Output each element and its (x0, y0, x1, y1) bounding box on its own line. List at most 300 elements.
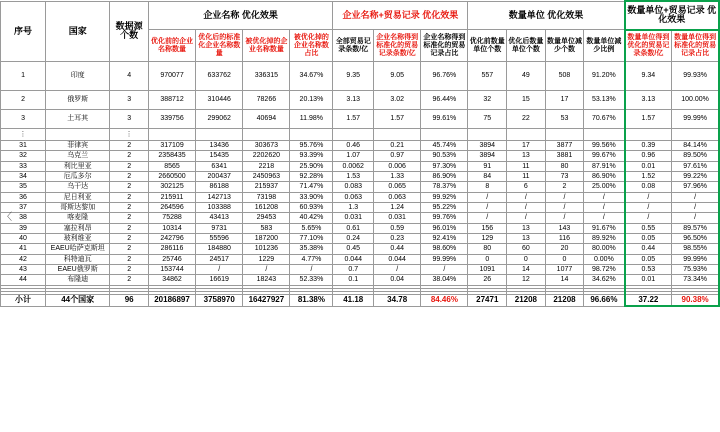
subheader-3: 被优化掉的企业名称数占比 (290, 30, 333, 62)
ellipsis-cell (46, 129, 110, 141)
cell-c7: 95.22% (421, 203, 468, 213)
subheader-8: 优化后数量单位个数 (507, 30, 546, 62)
cell-c2: 184880 (196, 244, 243, 254)
cell-c8: 26 (468, 275, 507, 285)
cell-seq: 33 (1, 161, 46, 171)
cell-c8: 75 (468, 110, 507, 129)
cell-c3: 2218 (243, 161, 290, 171)
cell-c8: 8 (468, 182, 507, 192)
cell-c8: 0 (468, 254, 507, 264)
cell-c12: 0.05 (625, 254, 672, 264)
cell-c3: 336315 (243, 62, 290, 91)
cell-c8: 80 (468, 244, 507, 254)
cell-c4: 77.10% (290, 234, 333, 244)
cell-c13: 97.96% (672, 182, 719, 192)
cell-c12: / (625, 213, 672, 223)
cell-c4: 11.98% (290, 110, 333, 129)
ellipsis-cell (333, 129, 374, 141)
cell-c12: 9.34 (625, 62, 672, 91)
total-c12: 37.22 (625, 294, 672, 306)
cell-c2: 24517 (196, 254, 243, 264)
cell-src: 3 (110, 91, 149, 110)
cell-c10: 116 (545, 234, 584, 244)
table-row (1, 151, 720, 161)
cell-c5: 0.044 (333, 254, 374, 264)
cell-c5: 1.07 (333, 151, 374, 161)
table-row (1, 265, 720, 275)
total-c8: 27471 (468, 294, 507, 306)
total-c5: 41.18 (333, 294, 374, 306)
cell-c2: 310446 (196, 91, 243, 110)
cell-c11: 53.13% (584, 91, 625, 110)
cell-c1: 10314 (148, 223, 195, 233)
total-c13: 90.38% (672, 294, 719, 306)
cell-c5: 3.13 (333, 91, 374, 110)
total-c3: 16427927 (243, 294, 290, 306)
cell-c10: 3877 (545, 141, 584, 151)
cell-c5: 0.7 (333, 265, 374, 275)
cell-c11: 91.20% (584, 62, 625, 91)
cell-c6: 0.04 (374, 275, 421, 285)
total-c4: 81.38% (290, 294, 333, 306)
cell-c10: 0 (545, 254, 584, 264)
cell-c6: 0.065 (374, 182, 421, 192)
cell-c1: 25746 (148, 254, 195, 264)
total-c1: 20186897 (148, 294, 195, 306)
cell-c9: 13 (507, 151, 546, 161)
cell-c11: 0.00% (584, 254, 625, 264)
cell-c7: 99.61% (421, 110, 468, 129)
cell-seq: 43 (1, 265, 46, 275)
cell-c9: 22 (507, 110, 546, 129)
cell-c12: / (625, 192, 672, 202)
cell-c10: 20 (545, 244, 584, 254)
cell-c6: 1.57 (374, 110, 421, 129)
cell-c5: 0.24 (333, 234, 374, 244)
cell-src: 2 (110, 254, 149, 264)
ellipsis-cell (468, 129, 507, 141)
cell-c6: 0.21 (374, 141, 421, 151)
cell-c4: 95.76% (290, 141, 333, 151)
cell-c8: 557 (468, 62, 507, 91)
cell-seq: 31 (1, 141, 46, 151)
cell-c4: 4.77% (290, 254, 333, 264)
subheader-10: 数量单位减少比例 (584, 30, 625, 62)
cell-c7: 45.74% (421, 141, 468, 151)
cell-c9: 0 (507, 254, 546, 264)
cell-country: 乌干达 (46, 182, 110, 192)
cell-c8: 156 (468, 223, 507, 233)
cell-c11: 25.00% (584, 182, 625, 192)
cell-src: 2 (110, 203, 149, 213)
cell-c5: 0.083 (333, 182, 374, 192)
cell-c8: 1091 (468, 265, 507, 275)
cell-src: 2 (110, 234, 149, 244)
cell-c11: 89.92% (584, 234, 625, 244)
cell-c13: 99.99% (672, 110, 719, 129)
subheader-4: 全部贸易记录条数/亿 (333, 30, 374, 62)
total-country: 44个国家 (46, 294, 110, 306)
table-row (1, 223, 720, 233)
subheader-11: 数量单位得到优化的贸易记录条数/亿 (625, 30, 672, 62)
cell-src: 2 (110, 161, 149, 171)
subheader-1: 优化后的标准化企业名称数量 (196, 30, 243, 62)
cell-src: 2 (110, 151, 149, 161)
cell-c10: 3881 (545, 151, 584, 161)
cell-c9: 49 (507, 62, 546, 91)
cell-c4: 40.42% (290, 213, 333, 223)
cell-c1: 75288 (148, 213, 195, 223)
ellipsis-cell (243, 129, 290, 141)
cell-c6: 0.031 (374, 213, 421, 223)
cell-c11: 87.91% (584, 161, 625, 171)
cell-c10: 508 (545, 62, 584, 91)
cell-c11: / (584, 203, 625, 213)
cell-c9: 6 (507, 182, 546, 192)
cell-c3: 215937 (243, 182, 290, 192)
cell-country: 塞拉利昂 (46, 223, 110, 233)
cell-seq: 40 (1, 234, 46, 244)
cell-src: 2 (110, 141, 149, 151)
cell-c2: 6341 (196, 161, 243, 171)
cell-c6: 0.23 (374, 234, 421, 244)
header-datasource: 数据源 个数 (110, 1, 149, 62)
cell-c6: 3.02 (374, 91, 421, 110)
cell-c6: 1.33 (374, 172, 421, 182)
header-group-enterprise-name: 企业名称 优化效果 (148, 1, 332, 30)
cell-c13: 99.22% (672, 172, 719, 182)
cell-country: 俄罗斯 (46, 91, 110, 110)
cell-c5: 9.35 (333, 62, 374, 91)
cell-c8: 129 (468, 234, 507, 244)
cell-c1: 2358435 (148, 151, 195, 161)
ellipsis-cell (421, 129, 468, 141)
cell-c11: 98.72% (584, 265, 625, 275)
table-row (1, 203, 720, 213)
total-row (1, 294, 720, 306)
total-src: 96 (110, 294, 149, 306)
cell-c7: 99.76% (421, 213, 468, 223)
cell-c11: 99.56% (584, 141, 625, 151)
cell-c11: 91.67% (584, 223, 625, 233)
cell-c5: 1.3 (333, 203, 374, 213)
cell-c3: / (243, 265, 290, 275)
cell-c6: 9.05 (374, 62, 421, 91)
ellipsis-cell (545, 129, 584, 141)
cell-c7: 97.30% (421, 161, 468, 171)
cell-seq: 39 (1, 223, 46, 233)
cell-c3: 583 (243, 223, 290, 233)
cell-c6: 0.006 (374, 161, 421, 171)
subheader-12: 数量单位得到标准化的贸易记录占比 (672, 30, 719, 62)
ellipsis-cell (374, 129, 421, 141)
cell-seq: 37 (1, 203, 46, 213)
cell-c9: 60 (507, 244, 546, 254)
subheader-2: 被优化掉的企业名称数量 (243, 30, 290, 62)
cell-c3: 161208 (243, 203, 290, 213)
cell-c2: 15435 (196, 151, 243, 161)
cell-c6: 0.44 (374, 244, 421, 254)
ellipsis-cell (290, 129, 333, 141)
cell-country: EAEU哈萨克斯坦 (46, 244, 110, 254)
cell-c11: 86.90% (584, 172, 625, 182)
subheader-0: 优化前的企业名称数量 (148, 30, 195, 62)
ellipsis-cell: ⋮ (1, 129, 46, 141)
cell-c13: / (672, 203, 719, 213)
cell-c5: 0.031 (333, 213, 374, 223)
table-row (1, 182, 720, 192)
cell-c12: 0.96 (625, 151, 672, 161)
cell-c8: 3894 (468, 141, 507, 151)
header-group-row (1, 1, 720, 30)
table-row (1, 234, 720, 244)
cell-c10: 17 (545, 91, 584, 110)
table-row (1, 275, 720, 285)
cell-c12: 0.39 (625, 141, 672, 151)
cell-country: 玻利维亚 (46, 234, 110, 244)
ellipsis-cell (625, 129, 672, 141)
cell-src: 2 (110, 182, 149, 192)
cell-c10: 1077 (545, 265, 584, 275)
cell-c4: / (290, 265, 333, 275)
cell-country: EAEU俄罗斯 (46, 265, 110, 275)
cell-c7: 92.41% (421, 234, 468, 244)
cell-c7: 96.76% (421, 62, 468, 91)
cell-c9: 11 (507, 172, 546, 182)
table-row (1, 192, 720, 202)
cell-c9: 17 (507, 141, 546, 151)
cell-c7: 86.90% (421, 172, 468, 182)
header-country: 国家 (46, 1, 110, 62)
subheader-9: 数量单位减少个数 (545, 30, 584, 62)
cell-c2: 633762 (196, 62, 243, 91)
cell-c12: 0.44 (625, 244, 672, 254)
table-row (1, 172, 720, 182)
cell-c2: 43413 (196, 213, 243, 223)
cell-c12: 0.53 (625, 265, 672, 275)
cell-c10: / (545, 203, 584, 213)
cell-c5: 0.45 (333, 244, 374, 254)
table-row (1, 244, 720, 254)
cell-c5: 1.57 (333, 110, 374, 129)
cell-c13: 89.57% (672, 223, 719, 233)
table-row (1, 254, 720, 264)
cell-country: 乌克兰 (46, 151, 110, 161)
cell-c7: / (421, 265, 468, 275)
cell-country: 厄瓜多尔 (46, 172, 110, 182)
cell-c12: 0.08 (625, 182, 672, 192)
cell-c3: 303673 (243, 141, 290, 151)
cell-c2: 55596 (196, 234, 243, 244)
header-group-qty-unit: 数量单位 优化效果 (468, 1, 625, 30)
cell-c9: 15 (507, 91, 546, 110)
cell-c5: 0.1 (333, 275, 374, 285)
ellipsis-cell (507, 129, 546, 141)
cell-c4: 5.65% (290, 223, 333, 233)
cell-c2: / (196, 265, 243, 275)
cell-c12: 1.57 (625, 110, 672, 129)
cell-c10: 14 (545, 275, 584, 285)
cell-src: 3 (110, 110, 149, 129)
cell-c1: 339756 (148, 110, 195, 129)
cell-c1: 153744 (148, 265, 195, 275)
cell-src: 2 (110, 275, 149, 285)
cell-c1: 388712 (148, 91, 195, 110)
cell-c7: 99.92% (421, 192, 468, 202)
total-label: 小计 (1, 294, 46, 306)
cell-c7: 90.53% (421, 151, 468, 161)
cell-src: 2 (110, 265, 149, 275)
cell-seq: 35 (1, 182, 46, 192)
cell-c1: 317109 (148, 141, 195, 151)
cell-c4: 35.38% (290, 244, 333, 254)
ellipsis-cell (672, 129, 719, 141)
cell-c4: 25.90% (290, 161, 333, 171)
cell-country: 利比里亚 (46, 161, 110, 171)
cell-c4: 92.28% (290, 172, 333, 182)
cell-c13: 96.50% (672, 234, 719, 244)
cell-c7: 98.60% (421, 244, 468, 254)
table-row (1, 161, 720, 171)
cell-c12: 1.52 (625, 172, 672, 182)
cell-c9: 11 (507, 161, 546, 171)
cell-country: 喀麦隆 (46, 213, 110, 223)
cell-c3: 18243 (243, 275, 290, 285)
cell-c12: / (625, 203, 672, 213)
total-c11: 96.66% (584, 294, 625, 306)
cell-c8: 91 (468, 161, 507, 171)
table-row (1, 141, 720, 151)
cell-c11: 70.67% (584, 110, 625, 129)
cell-country: 尼日利亚 (46, 192, 110, 202)
cell-c4: 60.93% (290, 203, 333, 213)
cell-c2: 86188 (196, 182, 243, 192)
cell-c2: 16619 (196, 275, 243, 285)
cell-c7: 38.04% (421, 275, 468, 285)
cell-c8: 32 (468, 91, 507, 110)
cell-c1: 215911 (148, 192, 195, 202)
cell-c13: 84.14% (672, 141, 719, 151)
cell-seq: 38 (1, 213, 46, 223)
total-c7: 84.46% (421, 294, 468, 306)
ellipsis-cell (196, 129, 243, 141)
cell-c12: 0.01 (625, 275, 672, 285)
cell-country: 科特迪瓦 (46, 254, 110, 264)
cell-src: 2 (110, 223, 149, 233)
cell-c2: 9731 (196, 223, 243, 233)
cell-c6: 0.59 (374, 223, 421, 233)
cell-c2: 200437 (196, 172, 243, 182)
cell-c1: 970077 (148, 62, 195, 91)
cell-c8: / (468, 192, 507, 202)
subheader-7: 优化前数量单位个数 (468, 30, 507, 62)
cell-c2: 103388 (196, 203, 243, 213)
cell-c11: 80.00% (584, 244, 625, 254)
cell-c10: 80 (545, 161, 584, 171)
table-row (1, 91, 720, 110)
cell-c8: / (468, 203, 507, 213)
header-group-qty-trade: 数量单位+贸易记录 优化效果 (625, 1, 719, 30)
cell-c12: 0.55 (625, 223, 672, 233)
cell-c1: 242796 (148, 234, 195, 244)
cell-c3: 29453 (243, 213, 290, 223)
header-seq: 序号 (1, 1, 46, 62)
cell-c3: 187200 (243, 234, 290, 244)
cell-c6: 0.063 (374, 192, 421, 202)
cell-c2: 299062 (196, 110, 243, 129)
cell-c11: 99.67% (584, 151, 625, 161)
cell-c13: 73.34% (672, 275, 719, 285)
cell-c3: 2450963 (243, 172, 290, 182)
cell-c1: 264596 (148, 203, 195, 213)
cell-c10: 73 (545, 172, 584, 182)
cell-country: 土耳其 (46, 110, 110, 129)
cell-c13: 97.61% (672, 161, 719, 171)
header-group-enterprise-trade: 企业名称+贸易记录 优化效果 (333, 1, 468, 30)
cell-c10: / (545, 213, 584, 223)
cell-c6: 0.97 (374, 151, 421, 161)
cell-seq: 36 (1, 192, 46, 202)
cell-c1: 34862 (148, 275, 195, 285)
ellipsis-cell (584, 129, 625, 141)
cell-c4: 52.33% (290, 275, 333, 285)
cell-seq: 32 (1, 151, 46, 161)
cell-c9: 12 (507, 275, 546, 285)
cell-c13: 100.00% (672, 91, 719, 110)
cell-country: 菲律宾 (46, 141, 110, 151)
cell-src: 2 (110, 172, 149, 182)
cell-c13: 98.55% (672, 244, 719, 254)
cell-c7: 96.01% (421, 223, 468, 233)
cell-c5: 0.61 (333, 223, 374, 233)
cell-seq: 42 (1, 254, 46, 264)
cell-c1: 2660500 (148, 172, 195, 182)
cell-c13: / (672, 213, 719, 223)
cell-country: 布隆迪 (46, 275, 110, 285)
cell-c1: 8565 (148, 161, 195, 171)
cell-c6: / (374, 265, 421, 275)
cell-c12: 0.05 (625, 234, 672, 244)
cell-c3: 78266 (243, 91, 290, 110)
cell-c3: 40694 (243, 110, 290, 129)
cell-seq: 3 (1, 110, 46, 129)
left-caret-marker: 〈 (2, 212, 12, 223)
total-c2: 3758970 (196, 294, 243, 306)
total-c9: 21208 (507, 294, 546, 306)
cell-c8: 3894 (468, 151, 507, 161)
cell-c11: 34.62% (584, 275, 625, 285)
cell-c5: 0.063 (333, 192, 374, 202)
cell-c10: / (545, 192, 584, 202)
cell-c5: 1.53 (333, 172, 374, 182)
cell-country: 哥斯达黎加 (46, 203, 110, 213)
cell-c7: 78.37% (421, 182, 468, 192)
table-row (1, 110, 720, 129)
cell-c11: / (584, 192, 625, 202)
cell-c7: 96.44% (421, 91, 468, 110)
cell-country: 印度 (46, 62, 110, 91)
cell-c3: 1229 (243, 254, 290, 264)
cell-c11: / (584, 213, 625, 223)
cell-c13: 99.93% (672, 62, 719, 91)
cell-c2: 142713 (196, 192, 243, 202)
cell-c9: 13 (507, 223, 546, 233)
cell-c6: 0.044 (374, 254, 421, 264)
cell-seq: 44 (1, 275, 46, 285)
cell-src: 2 (110, 192, 149, 202)
cell-c12: 3.13 (625, 91, 672, 110)
cell-c5: 0.46 (333, 141, 374, 151)
